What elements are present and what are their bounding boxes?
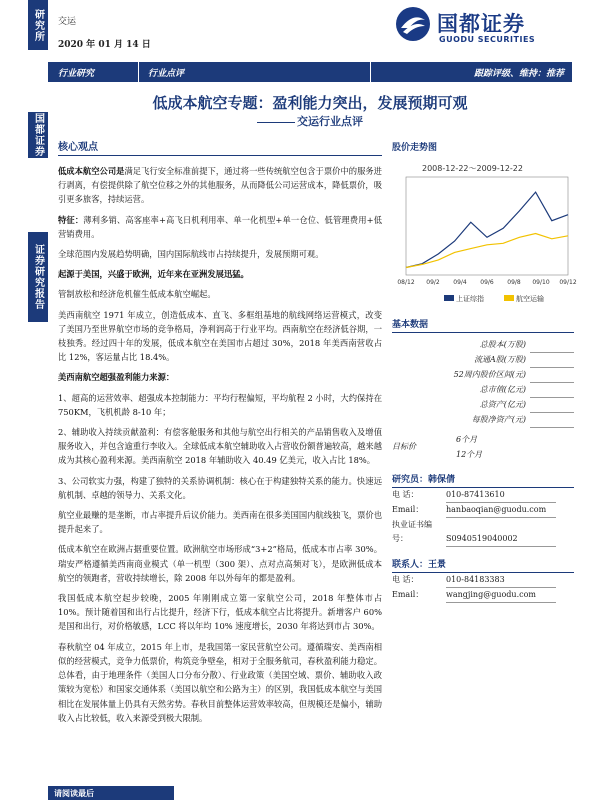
chart-svg — [392, 157, 577, 307]
basic-data-row — [392, 337, 574, 352]
contact-email[interactable]: wangjing@guodu.com — [446, 588, 556, 603]
report-subtype: 行业点评 — [148, 69, 185, 79]
side-label-report: 证券研究报告 — [28, 232, 48, 322]
logo-icon — [395, 6, 431, 42]
analyst-email[interactable]: hanbaoqian@guodu.com — [446, 503, 556, 518]
paragraph: 管制放松和经济危机催生低成本航空崛起。 — [58, 289, 216, 300]
basic-data-value — [530, 397, 574, 412]
series-line-2 — [406, 234, 568, 268]
legend-swatch-2 — [504, 295, 514, 301]
info-bar — [48, 62, 572, 82]
paragraph: 2、辅助收入持续贡献盈利：有偿客舱服务和其他与航空出行相关的产品销售收入及增值服务收入，并包含逾重行李收入。全球低成本航空辅助收入占营收份额普遍较高，越来越成为其核心盈利来源。美西南航空 2018 年辅助收入 40.49 亿美元，收入占比 18%。 — [58, 427, 382, 466]
price-chart — [392, 157, 577, 307]
paragraph: 特征：薄利多销、高客座率+高飞日机利用率、单一化机型+单一仓位、低管理费用+低营销费用。 — [58, 214, 382, 239]
chart-period: 2008-12-22～2009-12-22 — [422, 164, 523, 173]
chart-frame — [406, 177, 568, 275]
paragraph: 低成本航空公司是满足飞行安全标准前提下，通过将一些传统航空包含于票价中的服务进行剥离，有偿提供除了航空位移之外的其他服务，从而降低公司运营成本，降低票价，吸引更多旅客，持续运营。 — [58, 166, 382, 205]
company-logo — [395, 6, 555, 50]
basic-data-value — [530, 367, 574, 382]
basic-data-label: 流通A股(万股) — [473, 355, 526, 364]
period-12m: 12个月 — [456, 449, 483, 459]
side-label-institute: 研究所 — [28, 0, 48, 50]
section-heading: 核心观点 — [58, 138, 382, 156]
paragraph: 美西南航空超强盈利能力来源： — [58, 372, 175, 383]
basic-data-heading: 基本数据 — [392, 317, 574, 333]
basic-data-row — [392, 397, 574, 412]
x-tick-label: 08/12 — [397, 279, 415, 286]
paragraph: 航空业最赚的是垄断，市占率提升后议价能力。美西南在很多美国国内航线独飞，票价也提升起来了。 — [58, 510, 382, 535]
period-6m: 6个月 — [456, 434, 478, 444]
analyst-contact: 电 话： 010-87413610 Email： hanbaoqian@guodu.com 执业证书编号： S0940519040002 — [392, 488, 574, 547]
basic-data-row — [392, 352, 574, 367]
legend-label-2: 航空运输 — [516, 295, 544, 303]
divider — [138, 62, 139, 82]
analyst-cert: S0940519040002 — [446, 532, 556, 547]
series-line-1 — [406, 192, 568, 267]
x-tick-label: 09/10 — [532, 279, 550, 286]
target-label: 目标价 — [392, 442, 416, 451]
basic-data-table — [392, 337, 574, 428]
x-tick-label: 09/2 — [426, 279, 440, 286]
paragraph: 我国低成本航空起步较晚，2005 年刚刚成立第一家航空公司，2018 年整体市占 10%。预计随着国和出行占比提升，经济下行，低成本航空占比将提升。新增客户 60%是国和出行，对价格敏感，LCC 将以年均 10% 速度增长，2030 年将达到市占 30%。 — [58, 593, 382, 632]
analyst-phone: 010-87413610 — [446, 488, 556, 503]
target-price-table — [392, 432, 574, 462]
page-title: 低成本航空专题：盈利能力突出，发展预期可观 — [152, 94, 468, 112]
basic-data-row — [392, 412, 574, 427]
basic-data-value — [530, 412, 574, 427]
paragraph: 春秋航空 04 年成立，2015 年上市，是我国第一家民营航空公司。遵循瑞安、美西南相似的经营模式，竞争力低票价，构筑竞争壁垒，相对于全服务航司，春秋盈利能力稳定。总体看，由于地理条件（美国人口分布分散）、行业政策（美国空域、票价、辅助收入政策较为宽松）和国家交通体系（美国以航空和公路为主）的区别，我国低成本航空与美国相比在发展体量上仍具有天然劣势。春秋目前整体运营效率较高，但规模还是偏小，辅助收入占比较低，收入来源受到极大限制。 — [58, 641, 382, 723]
paragraph: 全球范围内发展趋势明确，国内国际航线市占持续提升，发展预期可观。 — [58, 249, 324, 260]
report-category: 交运 — [58, 17, 77, 27]
basic-data-value — [530, 352, 574, 367]
basic-data-label: 总资产(亿元) — [479, 400, 526, 409]
legend-label-1: 上证综指 — [456, 295, 484, 303]
basic-data-label: 52周内股价区间(元) — [453, 370, 526, 379]
contact-header: 联系人：王景 — [392, 557, 574, 573]
divider — [370, 62, 371, 82]
x-tick-label: 09/8 — [507, 279, 521, 286]
basic-data-value — [530, 382, 574, 397]
x-tick-label: 09/4 — [453, 279, 467, 286]
sidebar — [392, 138, 577, 603]
footer-bar: 请阅读最后 — [48, 786, 174, 800]
basic-data-label: 总股本(万股) — [479, 340, 526, 349]
paragraph: 3、公司软实力强，构建了独特的关系协调机制：核心在于构建独特关系的能力。快速远航机制、卓越的领导力、关系文化。 — [58, 475, 382, 500]
page-subtitle: 交运行业点评 — [48, 113, 572, 129]
x-tick-label: 09/12 — [559, 279, 577, 286]
contact-phone: 010-84183383 — [446, 573, 556, 588]
analyst-header: 研究员：韩保倩 — [392, 472, 574, 488]
basic-data-label: 每股净资产(元) — [471, 415, 526, 424]
chart-heading: 股价走势图 — [392, 143, 438, 153]
paragraph: 1、超高的运营效率、超强成本控制能力：平均行程偏短，平均航程 2 小时，大约保持在 750KM，飞机机龄 8-10 年； — [58, 392, 382, 417]
logo-text-cn: 国都证券 — [437, 12, 525, 36]
rating: 跟踪评级、维持：推荐 — [473, 69, 564, 79]
paragraph: 低成本航空在欧洲占据重要位置。欧洲航空市场形成“3+2”格局，低成本市占率 30%。瑞安严格遵循美西南商业模式（单一机型（300 架）、点对点高频对飞），是欧洲低成本航空的领跑者，营收持续增长，除 2008 年以外每年的都是盈利。 — [58, 544, 382, 583]
report-type: 行业研究 — [58, 69, 95, 79]
logo-text-en: GUODU SECURITIES — [439, 35, 536, 44]
basic-data-label: 总市值(亿元) — [479, 385, 526, 394]
basic-data-value — [530, 337, 574, 352]
paragraph: 美西南航空 1971 年成立，创造低成本、直飞、多框组基地的航线网络运营模式，改变了美国乃至世界航空市场的竞争格局，净利润高于行业平均。西南航空在经济低谷期，一枝独秀。经过四十年的发展，低成本航空在美国市占超过 30%，2018 年美西南营收占比 12%，客运量占比 18.4%。 — [58, 309, 382, 363]
side-label-company: 国都证券 — [28, 112, 48, 158]
contact-info: 电 话： 010-84183383 Email： wangjing@guodu.com — [392, 573, 574, 603]
report-date: 2020 年 01 月 14 日 — [58, 40, 151, 50]
paragraph: 起源于美国，兴盛于欧洲，近年来在亚洲发展迅猛。 — [58, 269, 249, 280]
basic-data-row — [392, 382, 574, 397]
x-tick-label: 09/6 — [480, 279, 494, 286]
basic-data-row — [392, 367, 574, 382]
legend-swatch-1 — [444, 295, 454, 301]
core-views — [58, 138, 382, 731]
